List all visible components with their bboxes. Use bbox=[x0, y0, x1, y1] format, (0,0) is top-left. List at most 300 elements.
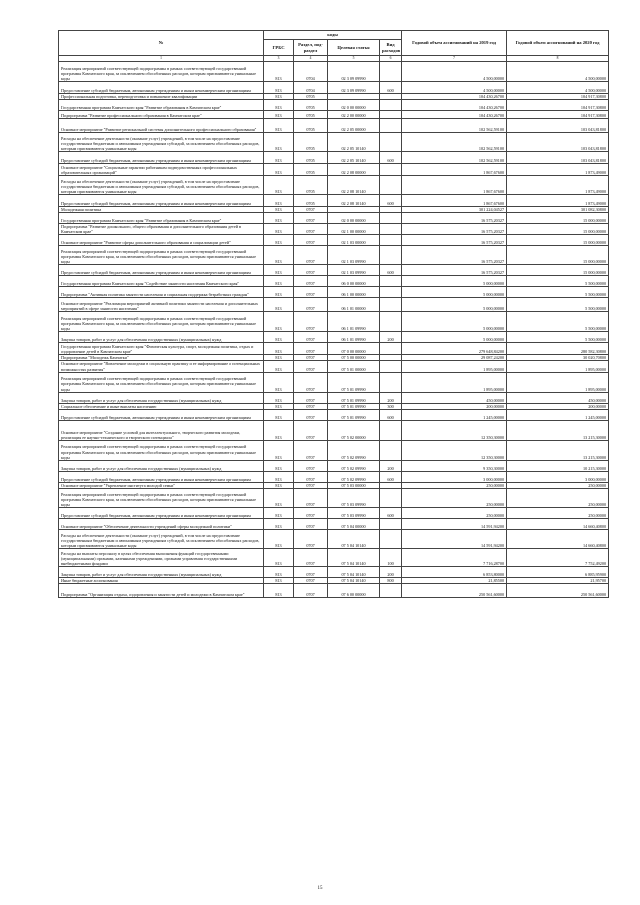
header-2019: Годовой объем ассигнований на 2019 год bbox=[402, 31, 507, 56]
page-number: 15 bbox=[317, 886, 323, 891]
row-amount-2019: 250,00000 bbox=[402, 488, 507, 507]
row-target-article: 07 5 04 00000 bbox=[328, 518, 380, 529]
row-amount-2019: 250,00000 bbox=[402, 482, 507, 488]
row-amount-2020: 5 500,00000 bbox=[507, 276, 609, 287]
row-expense-type: 200 bbox=[380, 460, 402, 471]
table-row bbox=[59, 566, 609, 577]
row-target-article: 06 1 01 09990 bbox=[328, 312, 380, 332]
row-target-article: 07 5 01 09990 bbox=[328, 403, 380, 409]
row-name: Реализация мероприятий соответствующей подпрограммы в рамках соответствующей государственной программы Камчатского края, за исключением обособленных расходов, которым присваиваются уникальные коды bbox=[59, 440, 264, 460]
row-name: Основное мероприятие "Вовлечение молодежи в социальную практику и ее информирование о потенциальных возможностях развития" bbox=[59, 361, 264, 372]
row-amount-2020: 280 582,30800 bbox=[507, 343, 609, 355]
row-grbs: 813 bbox=[264, 287, 294, 298]
row-grbs: 813 bbox=[264, 518, 294, 529]
row-grbs: 813 bbox=[264, 100, 294, 111]
row-amount-2019: 16 575,20327 bbox=[402, 235, 507, 246]
row-target-article: 07 5 03 09990 bbox=[328, 507, 380, 518]
row-expense-type: 600 bbox=[380, 82, 402, 94]
table-row bbox=[59, 332, 609, 343]
row-amount-2019: 104 430,26700 bbox=[402, 94, 507, 100]
row-name: Подпрограмма "Развитие профессионального образования в Камчатском крае" bbox=[59, 111, 264, 119]
row-name: Основное мероприятие "Реализация мероприятий активной политики занятости населения и дополнительных мероприятий в сфере занятости населения" bbox=[59, 298, 264, 312]
row-amount-2019: 29 087,24200 bbox=[402, 355, 507, 361]
row-target-article: 06 1 01 00000 bbox=[328, 298, 380, 312]
row-expense-type bbox=[380, 246, 402, 265]
row-amount-2019: 200,00000 bbox=[402, 403, 507, 409]
row-target-article: 07 5 04 10140 bbox=[328, 577, 380, 583]
row-target-article: 07 5 03 00000 bbox=[328, 482, 380, 488]
row-expense-type bbox=[380, 529, 402, 548]
row-expense-type bbox=[380, 176, 402, 195]
row-expense-type bbox=[380, 276, 402, 287]
row-name: Подпрограмма "Организация отдыха, оздоровления и занятости детей и молодежи в Камчатском крае" bbox=[59, 583, 264, 597]
row-name: Основное мероприятие "Обеспечение деятельности учреждений сферы молодежной политики" bbox=[59, 518, 264, 529]
row-amount-2020: 21,95700 bbox=[507, 577, 609, 583]
row-razdel: 0707 bbox=[294, 224, 328, 235]
row-grbs: 813 bbox=[264, 119, 294, 133]
row-expense-type bbox=[380, 235, 402, 246]
row-amount-2019: 279 648,84200 bbox=[402, 343, 507, 355]
row-target-article: 02 1 03 09990 bbox=[328, 246, 380, 265]
table-row bbox=[59, 361, 609, 372]
row-expense-type: 300 bbox=[380, 403, 402, 409]
row-amount-2020: 13 215,30000 bbox=[507, 440, 609, 460]
row-target-article: 02 2 08 00000 bbox=[328, 164, 380, 176]
row-amount-2020: 250 561,60000 bbox=[507, 583, 609, 597]
row-target-article: 02 1 03 00000 bbox=[328, 235, 380, 246]
row-razdel: 0707 bbox=[294, 488, 328, 507]
row-razdel: 0707 bbox=[294, 482, 328, 488]
header-vr: Вид расходов bbox=[380, 40, 402, 56]
row-expense-type bbox=[380, 287, 402, 298]
row-amount-2020: 15 000,00000 bbox=[507, 246, 609, 265]
table-row bbox=[59, 152, 609, 164]
row-razdel: 0704 bbox=[294, 62, 328, 82]
row-expense-type: 600 bbox=[380, 195, 402, 207]
row-expense-type bbox=[380, 518, 402, 529]
row-grbs: 813 bbox=[264, 82, 294, 94]
row-expense-type bbox=[380, 213, 402, 224]
row-expense-type: 100 bbox=[380, 548, 402, 566]
row-amount-2020: 104 917,30800 bbox=[507, 94, 609, 100]
row-grbs: 813 bbox=[264, 298, 294, 312]
row-razdel: 0707 bbox=[294, 583, 328, 597]
row-razdel: 0707 bbox=[294, 287, 328, 298]
row-name: Основное мероприятие "Развитие региональной системы дополнительного профессионального образования" bbox=[59, 119, 264, 133]
row-amount-2020: 6 885,95900 bbox=[507, 566, 609, 577]
row-target-article: 07 5 04 10140 bbox=[328, 566, 380, 577]
row-razdel: 0705 bbox=[294, 164, 328, 176]
row-razdel: 0707 bbox=[294, 507, 328, 518]
table-row bbox=[59, 392, 609, 403]
row-grbs: 813 bbox=[264, 372, 294, 392]
table-row bbox=[59, 343, 609, 355]
row-target-article: 06 1 01 09990 bbox=[328, 332, 380, 343]
row-name: Государственная программа Камчатского края "Содействие занятости населения Камчатского края" bbox=[59, 276, 264, 287]
row-grbs: 813 bbox=[264, 111, 294, 119]
table-row bbox=[59, 176, 609, 195]
row-amount-2019: 104 430,26700 bbox=[402, 100, 507, 111]
row-expense-type bbox=[380, 440, 402, 460]
column-index: 3 bbox=[264, 56, 294, 62]
table-row bbox=[59, 312, 609, 332]
row-expense-type bbox=[380, 372, 402, 392]
row-amount-2020: 301 082,30800 bbox=[507, 207, 609, 213]
row-amount-2019: 301 224,04527 bbox=[402, 207, 507, 213]
row-name: Расходы на выплаты персоналу в целях обеспечения выполнения функций государственными (муниципальными) органами, казенными учреждениями, органами управления государственными внебюджетными фондами bbox=[59, 548, 264, 566]
row-amount-2020: 3 000,00000 bbox=[507, 471, 609, 482]
row-razdel: 0707 bbox=[294, 518, 328, 529]
row-grbs: 813 bbox=[264, 420, 294, 440]
header-razdel: Раздел, под-раздел bbox=[294, 40, 328, 56]
row-razdel: 0707 bbox=[294, 361, 328, 372]
row-amount-2020: 5 500,00000 bbox=[507, 287, 609, 298]
row-name: Реализация мероприятий соответствующей подпрограммы в рамках соответствующей государственной программы Камчатского края, за исключением обособленных расходов, которым присваиваются уникальные коды bbox=[59, 312, 264, 332]
row-grbs: 813 bbox=[264, 235, 294, 246]
row-name: Реализация мероприятий соответствующей подпрограммы в рамках соответствующей государственной программы Камчатского края, за исключением обособленных расходов, которым присваиваются уникальные коды bbox=[59, 488, 264, 507]
row-target-article: 07 5 01 09990 bbox=[328, 409, 380, 420]
row-amount-2020: 104 917,30800 bbox=[507, 100, 609, 111]
table-row bbox=[59, 507, 609, 518]
row-amount-2020: 4 500,00000 bbox=[507, 62, 609, 82]
row-amount-2019: 1 867,67600 bbox=[402, 176, 507, 195]
row-target-article: 07 5 04 10140 bbox=[328, 548, 380, 566]
row-expense-type: 600 bbox=[380, 471, 402, 482]
row-name: Социальное обеспечение и иные выплаты населению bbox=[59, 403, 264, 409]
row-target-article: 07 5 04 10140 bbox=[328, 529, 380, 548]
row-grbs: 813 bbox=[264, 529, 294, 548]
row-grbs: 813 bbox=[264, 213, 294, 224]
row-amount-2019: 1 867,67600 bbox=[402, 164, 507, 176]
row-razdel: 0707 bbox=[294, 440, 328, 460]
header-codes: коды bbox=[264, 31, 402, 40]
row-amount-2020: 1 895,00000 bbox=[507, 372, 609, 392]
row-razdel: 0707 bbox=[294, 343, 328, 355]
row-razdel: 0705 bbox=[294, 176, 328, 195]
row-target-article: 02 2 00 00000 bbox=[328, 111, 380, 119]
table-row bbox=[59, 440, 609, 460]
row-expense-type bbox=[380, 343, 402, 355]
row-grbs: 813 bbox=[264, 62, 294, 82]
row-name: Предоставление субсидий бюджетным, автономным учреждениям и иным некоммерческим организациям bbox=[59, 152, 264, 164]
row-grbs: 813 bbox=[264, 577, 294, 583]
row-amount-2020: 103 043,81800 bbox=[507, 152, 609, 164]
row-amount-2019: 21,85500 bbox=[402, 577, 507, 583]
table-row bbox=[59, 213, 609, 224]
row-expense-type: 600 bbox=[380, 409, 402, 420]
table-row bbox=[59, 287, 609, 298]
row-name: Государственная программа Камчатского края "Развитие образования в Камчатском крае" bbox=[59, 213, 264, 224]
row-razdel: 0707 bbox=[294, 235, 328, 246]
table-row bbox=[59, 372, 609, 392]
row-razdel: 0707 bbox=[294, 213, 328, 224]
row-grbs: 813 bbox=[264, 265, 294, 276]
row-expense-type bbox=[380, 361, 402, 372]
table-row bbox=[59, 265, 609, 276]
row-amount-2019: 4 500,00000 bbox=[402, 82, 507, 94]
row-amount-2019: 14 591,94200 bbox=[402, 529, 507, 548]
row-expense-type bbox=[380, 420, 402, 440]
row-amount-2020: 30 020,70800 bbox=[507, 355, 609, 361]
budget-sheet bbox=[58, 30, 608, 598]
row-name: Реализация мероприятий соответствующей подпрограммы в рамках соответствующей государственной программы Камчатского края, за исключением обособленных расходов, которым присваиваются уникальные коды bbox=[59, 246, 264, 265]
row-name: Расходы на обеспечение деятельности (оказание услуг) учреждений, в том числе на предоставление государственным бюджетным и автономным учреждениям субсидий, за исключением обособленных расходов, которым присваиваются уникальные коды bbox=[59, 133, 264, 152]
row-name: Подпрограмма "Молодежь Камчатки" bbox=[59, 355, 264, 361]
table-row bbox=[59, 164, 609, 176]
row-expense-type bbox=[380, 100, 402, 111]
row-amount-2019: 250 561,60000 bbox=[402, 583, 507, 597]
row-name: Профессиональная подготовка, переподготовка и повышение квалификации bbox=[59, 94, 264, 100]
row-target-article: 02 1 03 09990 bbox=[328, 265, 380, 276]
row-expense-type: 600 bbox=[380, 507, 402, 518]
row-grbs: 813 bbox=[264, 482, 294, 488]
row-razdel: 0707 bbox=[294, 409, 328, 420]
row-expense-type bbox=[380, 224, 402, 235]
column-index: 6 bbox=[380, 56, 402, 62]
row-target-article: 02 3 09 09990 bbox=[328, 82, 380, 94]
table-row bbox=[59, 276, 609, 287]
row-target-article: 02 2 05 10140 bbox=[328, 152, 380, 164]
row-amount-2019: 1 895,00000 bbox=[402, 372, 507, 392]
row-grbs: 813 bbox=[264, 195, 294, 207]
row-name: Основное мероприятие "Развитие сферы дополнительного образования и социализации детей" bbox=[59, 235, 264, 246]
budget-table bbox=[58, 30, 609, 598]
row-expense-type: 600 bbox=[380, 152, 402, 164]
table-row bbox=[59, 119, 609, 133]
row-target-article: 07 5 01 00000 bbox=[328, 361, 380, 372]
row-razdel: 0707 bbox=[294, 276, 328, 287]
row-target-article: 02 2 05 10140 bbox=[328, 133, 380, 152]
row-amount-2020: 10 215,30000 bbox=[507, 460, 609, 471]
table-row bbox=[59, 224, 609, 235]
row-amount-2019: 5 000,00000 bbox=[402, 312, 507, 332]
row-razdel: 0707 bbox=[294, 566, 328, 577]
table-row bbox=[59, 298, 609, 312]
row-razdel: 0705 bbox=[294, 152, 328, 164]
row-razdel: 0707 bbox=[294, 403, 328, 409]
row-amount-2019: 1 895,00000 bbox=[402, 361, 507, 372]
row-amount-2020: 7 752,49200 bbox=[507, 548, 609, 566]
row-target-article: 07 5 01 09990 bbox=[328, 392, 380, 403]
table-row bbox=[59, 471, 609, 482]
row-expense-type: 800 bbox=[380, 577, 402, 583]
row-name: Основное мероприятие "Укрепление института молодой семьи" bbox=[59, 482, 264, 488]
row-target-article: 07 0 00 00000 bbox=[328, 343, 380, 355]
row-name: Предоставление субсидий бюджетным, автономным учреждениям и иным некоммерческим организациям bbox=[59, 471, 264, 482]
row-amount-2020: 5 500,00000 bbox=[507, 332, 609, 343]
table-row bbox=[59, 235, 609, 246]
row-name: Подпрограмма "Активная политика занятости населения и социальная поддержка безработных граждан" bbox=[59, 287, 264, 298]
row-amount-2019: 102 562,59100 bbox=[402, 119, 507, 133]
row-razdel: 0705 bbox=[294, 119, 328, 133]
column-index: 1 bbox=[59, 56, 264, 62]
row-grbs: 813 bbox=[264, 152, 294, 164]
row-amount-2020: 103 043,81800 bbox=[507, 133, 609, 152]
row-name: Молодежная политика bbox=[59, 207, 264, 213]
row-amount-2020: 15 000,00000 bbox=[507, 213, 609, 224]
row-razdel: 0707 bbox=[294, 312, 328, 332]
row-target-article: 02 2 08 10140 bbox=[328, 195, 380, 207]
row-amount-2020: 13 215,30000 bbox=[507, 420, 609, 440]
row-expense-type bbox=[380, 164, 402, 176]
row-expense-type bbox=[380, 298, 402, 312]
row-amount-2020: 250,00000 bbox=[507, 488, 609, 507]
row-name: Предоставление субсидий бюджетным, автономным учреждениям и иным некоммерческим организациям bbox=[59, 409, 264, 420]
row-razdel: 0707 bbox=[294, 577, 328, 583]
row-amount-2020: 250,00000 bbox=[507, 507, 609, 518]
row-target-article: 07 5 00 00000 bbox=[328, 355, 380, 361]
row-expense-type bbox=[380, 111, 402, 119]
row-name: Предоставление субсидий бюджетным, автономным учреждениям и иным некоммерческим организациям bbox=[59, 507, 264, 518]
row-grbs: 813 bbox=[264, 403, 294, 409]
row-razdel: 0705 bbox=[294, 100, 328, 111]
row-amount-2020: 5 500,00000 bbox=[507, 298, 609, 312]
row-amount-2020: 1 895,00000 bbox=[507, 361, 609, 372]
row-amount-2020: 1 245,00000 bbox=[507, 409, 609, 420]
row-name: Расходы на обеспечение деятельности (оказание услуг) учреждений, в том числе на предоставление государственным бюджетным и автономным учреждениям субсидий, за исключением обособленных расходов, которым присваиваются уникальные коды bbox=[59, 176, 264, 195]
row-amount-2019: 16 575,20327 bbox=[402, 265, 507, 276]
row-grbs: 813 bbox=[264, 343, 294, 355]
row-amount-2020: 450,00000 bbox=[507, 392, 609, 403]
header-2020: Годовой объем ассигнований на 2020 год bbox=[507, 31, 609, 56]
row-name: Закупка товаров, работ и услуг для обеспечения государственных (муниципальных) нужд bbox=[59, 460, 264, 471]
row-amount-2019: 9 350,30000 bbox=[402, 460, 507, 471]
table-row bbox=[59, 548, 609, 566]
table-row bbox=[59, 488, 609, 507]
row-amount-2019: 1 245,00000 bbox=[402, 409, 507, 420]
row-razdel: 0705 bbox=[294, 111, 328, 119]
row-name: Предоставление субсидий бюджетным, автономным учреждениям и иным некоммерческим организациям bbox=[59, 195, 264, 207]
row-target-article: 07 5 01 09990 bbox=[328, 372, 380, 392]
row-target-article: 02 0 00 00000 bbox=[328, 213, 380, 224]
row-amount-2019: 250,00000 bbox=[402, 507, 507, 518]
row-expense-type: 200 bbox=[380, 566, 402, 577]
row-amount-2020: 104 917,30800 bbox=[507, 111, 609, 119]
row-target-article: 07 6 00 00000 bbox=[328, 583, 380, 597]
row-target-article: 07 5 02 09990 bbox=[328, 471, 380, 482]
row-razdel: 0705 bbox=[294, 195, 328, 207]
row-amount-2019: 102 562,59100 bbox=[402, 152, 507, 164]
row-razdel: 0707 bbox=[294, 548, 328, 566]
row-grbs: 813 bbox=[264, 392, 294, 403]
row-name: Подпрограмма "Развитие дошкольного, общего образования и дополнительного образования детей в Камчатском крае" bbox=[59, 224, 264, 235]
row-target-article: 07 5 02 00000 bbox=[328, 420, 380, 440]
row-expense-type bbox=[380, 119, 402, 133]
table-row bbox=[59, 82, 609, 94]
row-grbs: 813 bbox=[264, 207, 294, 213]
row-grbs: 813 bbox=[264, 224, 294, 235]
row-razdel: 0707 bbox=[294, 471, 328, 482]
row-name: Государственная программа Камчатского края "Развитие образования в Камчатском крае" bbox=[59, 100, 264, 111]
table-row bbox=[59, 409, 609, 420]
row-amount-2020: 1 873,49000 bbox=[507, 195, 609, 207]
row-amount-2019: 5 000,00000 bbox=[402, 287, 507, 298]
row-razdel: 0705 bbox=[294, 94, 328, 100]
table-row bbox=[59, 529, 609, 548]
row-name: Реализация мероприятий соответствующей подпрограммы в рамках соответствующей государственной программы Камчатского края, за исключением обособленных расходов, которым присваиваются уникальные коды bbox=[59, 372, 264, 392]
row-name: Закупка товаров, работ и услуг для обеспечения государственных (муниципальных) нужд bbox=[59, 332, 264, 343]
row-amount-2019: 5 000,00000 bbox=[402, 298, 507, 312]
table-row bbox=[59, 133, 609, 152]
row-name: Закупка товаров, работ и услуг для обеспечения государственных (муниципальных) нужд bbox=[59, 566, 264, 577]
table-body bbox=[59, 62, 609, 598]
header-number: № bbox=[59, 31, 264, 56]
row-amount-2020: 250,00000 bbox=[507, 482, 609, 488]
row-amount-2020: 14 660,40800 bbox=[507, 529, 609, 548]
row-razdel: 0707 bbox=[294, 207, 328, 213]
row-amount-2019: 5 000,00000 bbox=[402, 332, 507, 343]
table-row bbox=[59, 111, 609, 119]
column-index: 4 bbox=[294, 56, 328, 62]
table-row bbox=[59, 62, 609, 82]
row-amount-2019: 5 000,00000 bbox=[402, 276, 507, 287]
row-grbs: 813 bbox=[264, 176, 294, 195]
column-index: 8 bbox=[507, 56, 609, 62]
row-razdel: 0707 bbox=[294, 392, 328, 403]
row-razdel: 0707 bbox=[294, 246, 328, 265]
row-amount-2020: 15 000,00000 bbox=[507, 224, 609, 235]
row-amount-2019: 14 591,94200 bbox=[402, 518, 507, 529]
table-row bbox=[59, 100, 609, 111]
row-amount-2019: 4 500,00000 bbox=[402, 62, 507, 82]
row-target-article: 02 3 09 09990 bbox=[328, 62, 380, 82]
row-expense-type bbox=[380, 133, 402, 152]
row-amount-2019: 7 716,28700 bbox=[402, 548, 507, 566]
row-razdel: 0707 bbox=[294, 529, 328, 548]
row-razdel: 0707 bbox=[294, 298, 328, 312]
table-row bbox=[59, 195, 609, 207]
row-grbs: 813 bbox=[264, 133, 294, 152]
row-razdel: 0704 bbox=[294, 82, 328, 94]
row-grbs: 813 bbox=[264, 355, 294, 361]
row-amount-2020: 15 000,00000 bbox=[507, 235, 609, 246]
row-name: Предоставление субсидий бюджетным, автономным учреждениям и иным некоммерческим организациям bbox=[59, 82, 264, 94]
row-name: Основное мероприятие "Социальные гарантии работникам подведомственных профессиональных образовательных организаций" bbox=[59, 164, 264, 176]
row-amount-2020: 14 660,40800 bbox=[507, 518, 609, 529]
row-amount-2019: 16 575,20327 bbox=[402, 246, 507, 265]
row-amount-2019: 6 853,80000 bbox=[402, 566, 507, 577]
row-target-article: 02 2 08 10140 bbox=[328, 176, 380, 195]
row-expense-type: 200 bbox=[380, 332, 402, 343]
table-row bbox=[59, 583, 609, 597]
row-grbs: 813 bbox=[264, 583, 294, 597]
row-grbs: 813 bbox=[264, 312, 294, 332]
row-grbs: 813 bbox=[264, 332, 294, 343]
row-target-article: 02 1 00 00000 bbox=[328, 224, 380, 235]
row-expense-type bbox=[380, 62, 402, 82]
row-amount-2020: 4 500,00000 bbox=[507, 82, 609, 94]
row-target-article: 02 0 00 00000 bbox=[328, 100, 380, 111]
row-amount-2019: 16 575,20327 bbox=[402, 213, 507, 224]
row-amount-2020: 200,00000 bbox=[507, 403, 609, 409]
row-amount-2019: 102 562,59100 bbox=[402, 133, 507, 152]
row-grbs: 813 bbox=[264, 246, 294, 265]
row-razdel: 0707 bbox=[294, 420, 328, 440]
row-amount-2020: 1 873,49000 bbox=[507, 176, 609, 195]
row-name: Иные бюджетные ассигнования bbox=[59, 577, 264, 583]
column-index: 5 bbox=[328, 56, 380, 62]
row-amount-2020: 1 873,49000 bbox=[507, 164, 609, 176]
row-grbs: 813 bbox=[264, 409, 294, 420]
row-grbs: 813 bbox=[264, 460, 294, 471]
row-name: Расходы на обеспечение деятельности (оказание услуг) учреждений, в том числе на предоставление государственным бюджетным и автономным учреждениям субсидий, за исключением обособленных расходов, которым присваиваются уникальные коды bbox=[59, 529, 264, 548]
row-expense-type bbox=[380, 312, 402, 332]
row-grbs: 813 bbox=[264, 440, 294, 460]
row-razdel: 0707 bbox=[294, 355, 328, 361]
row-grbs: 813 bbox=[264, 471, 294, 482]
row-grbs: 813 bbox=[264, 276, 294, 287]
header-csr: Целевая статья bbox=[328, 40, 380, 56]
